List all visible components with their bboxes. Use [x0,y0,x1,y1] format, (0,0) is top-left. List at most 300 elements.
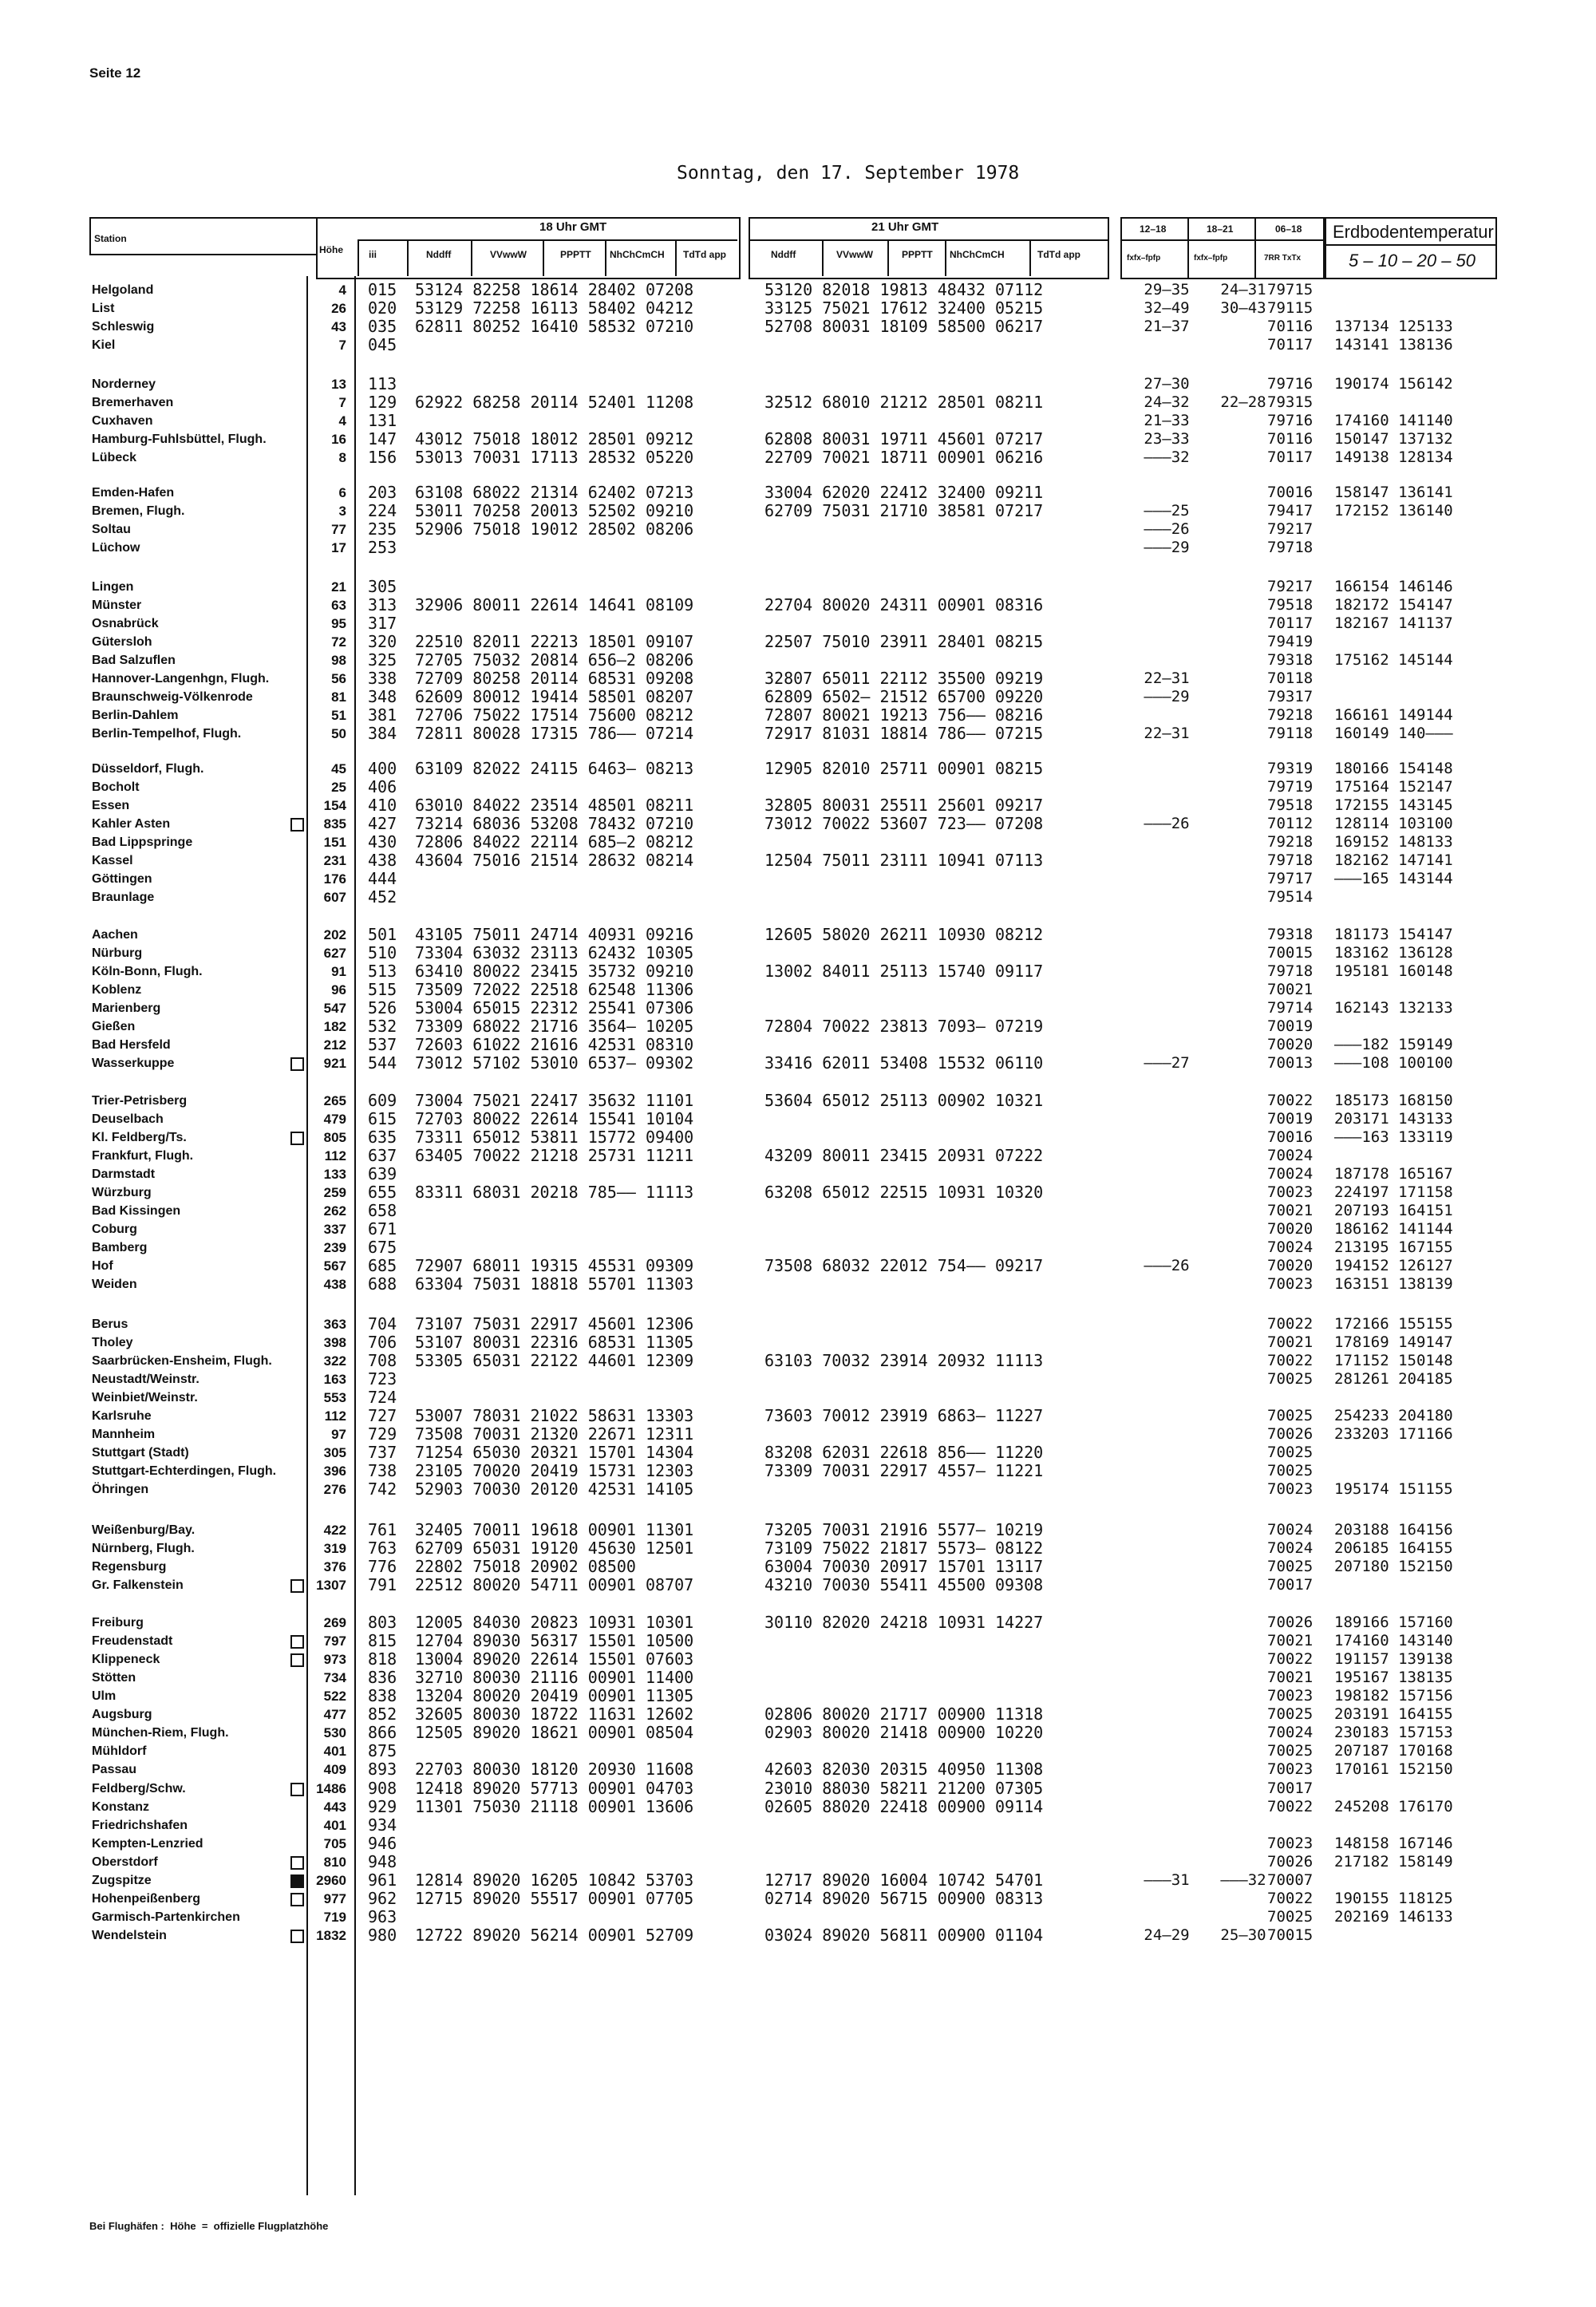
cell-c0618: 70024 [1267,1165,1314,1183]
cell-erd: 233203 171166 [1334,1425,1453,1443]
cell-obs18: 72811 80028 17315 786–– 07214 [415,724,694,743]
cell-obs18: 53007 78031 21022 58631 13303 [415,1406,694,1425]
station-name-text: Göttingen [92,872,152,886]
cell-c0618: 79218 [1267,706,1314,724]
cell-erd: 166161 149144 [1334,706,1453,724]
cell-obs18: 12704 89030 56317 15501 10500 [415,1631,694,1650]
cell-obs18: 62609 80012 19414 58501 08207 [415,687,694,706]
station-name-text: Wasserkuppe [92,1057,175,1070]
cell-c0618: 70023 [1267,1835,1314,1852]
cell-erd: 169152 148133 [1334,833,1453,851]
cell-obs18: 32906 80011 22614 14641 08109 [415,595,694,614]
cell-iii: 400 [368,759,397,778]
cell-erd: 195181 160148 [1334,962,1453,980]
station-name-text: Gütersloh [92,635,152,649]
cell-erd: 148158 167146 [1334,1835,1453,1852]
station-name-text: Klippeneck [92,1653,160,1666]
cell-c0618: 79715 [1267,281,1314,298]
col18-ppptt: PPPTT [560,249,591,260]
cell-obs18: 72806 84022 22114 685–2 08212 [415,832,694,851]
cell-obs21: 73309 70031 22917 4557– 11221 [764,1461,1044,1480]
station-name [92,1054,339,1073]
cell-iii: 961 [368,1870,397,1890]
cell-hoehe: 805 [323,1130,346,1145]
station-name [92,1017,339,1036]
cell-erd: 149138 128134 [1334,448,1453,466]
cell-obs18: 53013 70031 17113 28532 05220 [415,448,694,467]
cell-hoehe: 973 [323,1652,346,1667]
cell-hoehe: 6 [338,485,346,500]
station-name-text: Soltau [92,523,131,536]
cell-hoehe: 479 [323,1112,346,1127]
station-name-text: Coburg [92,1223,137,1236]
cell-iii: 253 [368,538,397,557]
square-icon [290,1057,304,1071]
station-name [92,1650,339,1669]
hoehe-column-rule [354,276,356,2195]
cell-c0618: 79514 [1267,888,1314,906]
cell-c1821: 24–31 [1220,281,1266,298]
cell-erd: 174160 141140 [1334,412,1453,429]
cell-obs18: 72709 80258 20114 68531 09208 [415,669,694,688]
station-name-text: Aachen [92,928,138,942]
cell-obs18: 62922 68258 20114 52401 11208 [415,393,694,412]
station-name [92,502,339,520]
cell-obs21: 12905 82010 25711 00901 08215 [764,759,1044,778]
cell-obs21: 63208 65012 22515 10931 10320 [764,1183,1044,1202]
cell-c0618: 70117 [1267,336,1314,354]
cell-obs21: 22507 75010 23911 28401 08215 [764,632,1044,651]
cell-obs18: 12722 89020 56214 00901 52709 [415,1926,694,1945]
cell-erd: 187178 165167 [1334,1165,1453,1183]
sub1218-header: fxfx–fpfp [1127,254,1161,263]
cell-obs21: 63004 70030 20917 15701 13117 [764,1557,1044,1576]
cell-c0618: 70025 [1267,1407,1314,1424]
cell-obs21: 13002 84011 25113 15740 09117 [764,962,1044,981]
station-name [92,725,339,743]
cell-obs21: 42603 82030 20315 40950 11308 [764,1760,1044,1779]
cell-obs18: 72703 80022 22614 15541 10104 [415,1109,694,1128]
square-icon [290,1783,304,1796]
cell-erd: 181173 154147 [1334,926,1453,943]
cell-hoehe: 401 [323,1744,346,1759]
cell-iii: 980 [368,1926,397,1945]
cell-c0618: 70017 [1267,1780,1314,1797]
cell-c1218: 22–31 [1144,725,1190,742]
cell-c1218: 32–49 [1144,299,1190,317]
cell-hoehe: 262 [323,1203,346,1219]
cell-obs18: 43604 75016 21514 28632 08214 [415,851,694,870]
station-name [92,633,339,651]
cell-erd: 213195 167155 [1334,1238,1453,1256]
cell-iii: 203 [368,483,397,502]
cell-erd: 194152 126127 [1334,1257,1453,1274]
cell-hoehe: 96 [331,982,346,997]
station-name-text: Neustadt/Weinstr. [92,1373,200,1386]
square-icon [290,1930,304,1943]
cell-obs18: 32605 80030 18722 11631 12602 [415,1705,694,1724]
cell-hoehe: 163 [323,1372,346,1387]
cell-iii: 803 [368,1613,397,1632]
station-name-text: Öhringen [92,1483,149,1496]
cell-hoehe: 97 [331,1427,346,1442]
station-name [92,614,339,633]
square-icon [290,818,304,832]
cell-c0618: 79319 [1267,760,1314,777]
col21-nddff: Nddff [771,249,796,260]
cell-c0618: 79118 [1267,725,1314,742]
cell-erd: 162143 132133 [1334,999,1453,1017]
cell-hoehe: 182 [323,1019,346,1034]
cell-hoehe: 567 [323,1258,346,1274]
cell-c0618: 70007 [1267,1871,1314,1889]
cell-hoehe: 56 [331,671,346,686]
cell-hoehe: 376 [323,1559,346,1574]
cell-erd: 203171 143133 [1334,1110,1453,1128]
cell-hoehe: 43 [331,319,346,334]
station-name-text: Lingen [92,580,134,594]
cell-erd: 182162 147141 [1334,851,1453,869]
cell-iii: 129 [368,393,397,412]
cell-c0618: 70023 [1267,1760,1314,1778]
page-number: Seite 12 [89,65,141,81]
station-name-text: Koblenz [92,983,142,997]
station-name-text: Augsburg [92,1708,152,1721]
cell-c0618: 70116 [1267,430,1314,448]
cell-erd: 281261 204185 [1334,1370,1453,1388]
station-name-text: Konstanz [92,1800,149,1814]
station-name-text: Weißenburg/Bay. [92,1523,196,1537]
station-name [92,1110,339,1128]
cell-iii: 742 [368,1479,397,1499]
cell-obs18: 22512 80020 54711 00901 08707 [415,1575,694,1594]
cell-hoehe: 977 [323,1891,346,1906]
cell-obs21: 23010 88030 58211 21200 07305 [764,1779,1044,1798]
cell-erd: 150147 137132 [1334,430,1453,448]
cell-c0618: 70021 [1267,1333,1314,1351]
cell-obs18: 22802 75018 20902 08500 [415,1557,636,1576]
cell-hoehe: 398 [323,1335,346,1350]
cell-iii: 427 [368,814,397,833]
cell-hoehe: 176 [323,871,346,887]
cell-hoehe: 95 [331,616,346,631]
cell-c0618: 70015 [1267,1926,1314,1944]
cell-iii: 410 [368,796,397,815]
station-name-text: Nürburg [92,946,143,960]
cell-c1218: 23–33 [1144,430,1190,448]
station-name [92,281,339,299]
cell-hoehe: 4 [338,282,346,298]
station-name [92,796,339,815]
station-name [92,1871,339,1890]
station-name [92,815,339,833]
cell-obs18: 73004 75021 22417 35632 11101 [415,1091,694,1110]
cell-erd: 128114 103100 [1334,815,1453,832]
station-name [92,1257,339,1275]
cell-iii: 313 [368,595,397,614]
cell-c0618: 70023 [1267,1275,1314,1293]
cell-iii: 305 [368,577,397,596]
cell-obs18: 12814 89020 16205 10842 53703 [415,1870,694,1890]
cell-c0618: 70019 [1267,1110,1314,1128]
cell-obs21: 30110 82020 24218 10931 14227 [764,1613,1044,1632]
iii-header: iii [369,249,377,260]
cell-iii: 815 [368,1631,397,1650]
cell-hoehe: 438 [323,1277,346,1292]
cell-iii: 113 [368,374,397,393]
cell-erd: 175164 152147 [1334,778,1453,796]
station-name [92,981,339,999]
cell-erd: 195174 151155 [1334,1480,1453,1498]
station-name [92,1780,339,1798]
cell-hoehe: 319 [323,1541,346,1556]
cell-c0618: 79718 [1267,851,1314,869]
cell-iii: 406 [368,777,397,796]
cell-hoehe: 16 [331,432,346,447]
station-name [92,1275,339,1294]
station-name [92,944,339,962]
square-icon [290,1856,304,1870]
cell-erd: 171152 150148 [1334,1352,1453,1369]
station-name [92,1742,339,1760]
cell-erd: 185173 168150 [1334,1092,1453,1109]
cell-erd: 198182 157156 [1334,1687,1453,1705]
cell-iii: 658 [368,1201,397,1220]
station-name [92,1407,339,1425]
station-name-text: Deuselbach [92,1112,164,1126]
cell-iii: 325 [368,650,397,670]
cell-iii: 962 [368,1889,397,1908]
cell-c0618: 70023 [1267,1687,1314,1705]
cell-c0618: 70025 [1267,1742,1314,1760]
cell-hoehe: 734 [323,1670,346,1685]
cell-c1218: –––26 [1144,815,1190,832]
station-name [92,1220,339,1238]
cell-c1218: –––32 [1144,448,1190,466]
cell-obs18: 73311 65012 53811 15772 09400 [415,1128,694,1147]
cell-obs18: 83311 68031 20218 785–– 11113 [415,1183,694,1202]
cell-hoehe: 409 [323,1762,346,1777]
cell-obs18: 53011 70258 20013 52502 09210 [415,501,694,520]
cell-iii: 738 [368,1461,397,1480]
station-name-text: Bremerhaven [92,396,174,409]
station-name [92,1333,339,1352]
cell-c0618: 70026 [1267,1425,1314,1443]
station-name [92,1092,339,1110]
cell-c0618: 70022 [1267,1092,1314,1109]
cell-obs18: 73309 68022 21716 3564– 10205 [415,1017,694,1036]
cell-iii: 035 [368,317,397,336]
cell-iii: 635 [368,1128,397,1147]
station-name-text: Friedrichshafen [92,1819,188,1832]
station-name-text: Bad Kissingen [92,1204,181,1218]
cell-iii: 706 [368,1333,397,1352]
station-name [92,778,339,796]
cell-obs21: 72917 81031 18814 786–– 07215 [764,724,1044,743]
cell-obs18: 22510 82011 22213 18501 09107 [415,632,694,651]
station-name-text: Bamberg [92,1241,148,1254]
cell-obs21: 52708 80031 18109 58500 06217 [764,317,1044,336]
cell-c0618: 79318 [1267,651,1314,669]
station-name-text: Marienberg [92,1001,161,1015]
col21-nhch: NhChCmCH [950,249,1005,260]
cell-hoehe: 921 [323,1056,346,1071]
station-name-text: Kl. Feldberg/Ts. [92,1131,187,1144]
cell-obs21: 33125 75021 17612 32400 05215 [764,298,1044,318]
station-name [92,926,339,944]
cell-iii: 526 [368,998,397,1017]
cell-iii: 761 [368,1520,397,1539]
cell-c0618: 70016 [1267,484,1314,501]
square-icon [290,1653,304,1667]
cell-c0618: 79115 [1267,299,1314,317]
cell-erd: –––182 159149 [1334,1036,1453,1053]
cell-hoehe: 81 [331,689,346,705]
cell-obs21: 33004 62020 22412 32400 09211 [764,483,1044,502]
cell-obs18: 63304 75031 18818 55701 11303 [415,1274,694,1294]
cell-hoehe: 133 [323,1167,346,1182]
col18-nddff: Nddff [426,249,452,260]
station-name [92,1908,339,1926]
cell-hoehe: 363 [323,1317,346,1332]
cell-c0618: 79716 [1267,412,1314,429]
cell-hoehe: 51 [331,708,346,723]
cell-iii: 020 [368,298,397,318]
station-name-text: Hof [92,1259,113,1273]
station-name-text: List [92,302,115,315]
cell-c1218: –––29 [1144,688,1190,705]
cell-hoehe: 1486 [316,1781,346,1796]
cell-obs18: 52906 75018 19012 28502 08206 [415,519,694,539]
cell-c0618: 70016 [1267,1128,1314,1146]
cell-c0618: 70024 [1267,1539,1314,1557]
station-name-text: Freiburg [92,1616,144,1630]
station-name-text: Regensburg [92,1560,167,1574]
cell-c0618: 79518 [1267,596,1314,614]
station-name [92,1853,339,1871]
cell-hoehe: 401 [323,1818,346,1833]
station-name [92,851,339,870]
cell-hoehe: 25 [331,780,346,795]
cell-hoehe: 1307 [316,1578,346,1593]
cell-erd: 166154 146146 [1334,578,1453,595]
station-name-text: Hohenpeißenberg [92,1892,201,1906]
station-name [92,1576,339,1594]
cell-erd: 203191 164155 [1334,1705,1453,1723]
cell-erd: 143141 138136 [1334,336,1453,354]
cell-c1218: 29–35 [1144,281,1190,298]
cell-obs21: 62808 80031 19711 45601 07217 [764,429,1044,448]
cell-c1218: –––26 [1144,1257,1190,1274]
cell-obs18: 11301 75030 21118 00901 13606 [415,1797,694,1816]
cell-obs18: 63010 84022 23514 48501 08211 [415,796,694,815]
cell-erd: 183162 136128 [1334,944,1453,962]
cell-iii: 791 [368,1575,397,1594]
cell-iii: 946 [368,1834,397,1853]
cell-erd: 254233 204180 [1334,1407,1453,1424]
gmt18-header: 18 Uhr GMT [539,220,607,234]
station-name [92,1128,339,1147]
station-name-text: Kahler Asten [92,817,171,831]
station-name [92,1614,339,1632]
station-name-text: Kiel [92,338,116,352]
cell-iii: 438 [368,851,397,870]
cell-obs18: 73214 68036 53208 78432 07210 [415,814,694,833]
cell-erd: 207193 164151 [1334,1202,1453,1219]
cell-obs18: 62811 80252 16410 58532 07210 [415,317,694,336]
cell-obs18: 63410 80022 23415 35732 09210 [415,962,694,981]
cell-hoehe: 337 [323,1222,346,1237]
cell-obs18: 73508 70031 21320 22671 12311 [415,1424,694,1444]
footnote: Bei Flughäfen : Höhe = offizielle Flugplatzhöhe [89,2220,329,2232]
cell-obs18: 12005 84030 20823 10931 10301 [415,1613,694,1632]
cell-erd: 245208 176170 [1334,1798,1453,1815]
station-name-text: Norderney [92,377,156,391]
cell-obs21: 02806 80020 21717 00900 11318 [764,1705,1044,1724]
station-name [92,1816,339,1835]
cell-hoehe: 443 [323,1799,346,1815]
cell-c1218: 21–37 [1144,318,1190,335]
station-name-text: Passau [92,1763,137,1776]
cell-c1218: –––27 [1144,1054,1190,1072]
cell-obs21: 73508 68032 22012 754–– 09217 [764,1256,1044,1275]
cell-hoehe: 7 [338,395,346,410]
station-name [92,1462,339,1480]
cell-iii: 015 [368,280,397,299]
station-name [92,596,339,614]
cell-hoehe: 231 [323,853,346,868]
cell-erd: –––163 133119 [1334,1128,1453,1146]
cell-c0618: 70021 [1267,1669,1314,1686]
station-name-text: Köln-Bonn, Flugh. [92,965,203,978]
cell-erd: 182167 141137 [1334,614,1453,632]
cell-hoehe: 112 [324,1148,346,1163]
cell-c0618: 70025 [1267,1705,1314,1723]
cell-obs18: 73304 63032 23113 62432 10305 [415,943,694,962]
cell-obs18: 71254 65030 20321 15701 14304 [415,1443,694,1462]
station-name-text: Karlsruhe [92,1409,152,1423]
cell-iii: 544 [368,1053,397,1073]
cell-iii: 724 [368,1388,397,1407]
cell-hoehe: 239 [323,1240,346,1255]
cell-iii: 235 [368,519,397,539]
cell-obs18: 63108 68022 21314 62402 07213 [415,483,694,502]
cell-hoehe: 810 [323,1855,346,1870]
station-name [92,1760,339,1779]
cell-erd: 180166 154148 [1334,760,1453,777]
cell-obs18: 73509 72022 22518 62548 11306 [415,980,694,999]
station-name [92,688,339,706]
cell-c1218: 24–32 [1144,393,1190,411]
station-name-text: Emden-Hafen [92,486,175,500]
cell-iii: 671 [368,1219,397,1238]
station-header: Station [94,233,127,244]
cell-c1218: –––31 [1144,1871,1190,1889]
station-name [92,870,339,888]
station-name-text: Gr. Falkenstein [92,1578,184,1592]
station-name-text: Wendelstein [92,1929,167,1942]
cell-iii: 510 [368,943,397,962]
station-name-text: Feldberg/Schw. [92,1782,186,1795]
cell-hoehe: 522 [323,1689,346,1704]
square-icon [290,1132,304,1145]
cell-iii: 317 [368,614,397,633]
station-name-text: Saarbrücken-Ensheim, Flugh. [92,1354,272,1368]
cell-hoehe: 2960 [316,1873,346,1888]
cell-hoehe: 259 [323,1185,346,1200]
cell-c0618: 70021 [1267,981,1314,998]
cell-c1218: 22–31 [1144,670,1190,687]
